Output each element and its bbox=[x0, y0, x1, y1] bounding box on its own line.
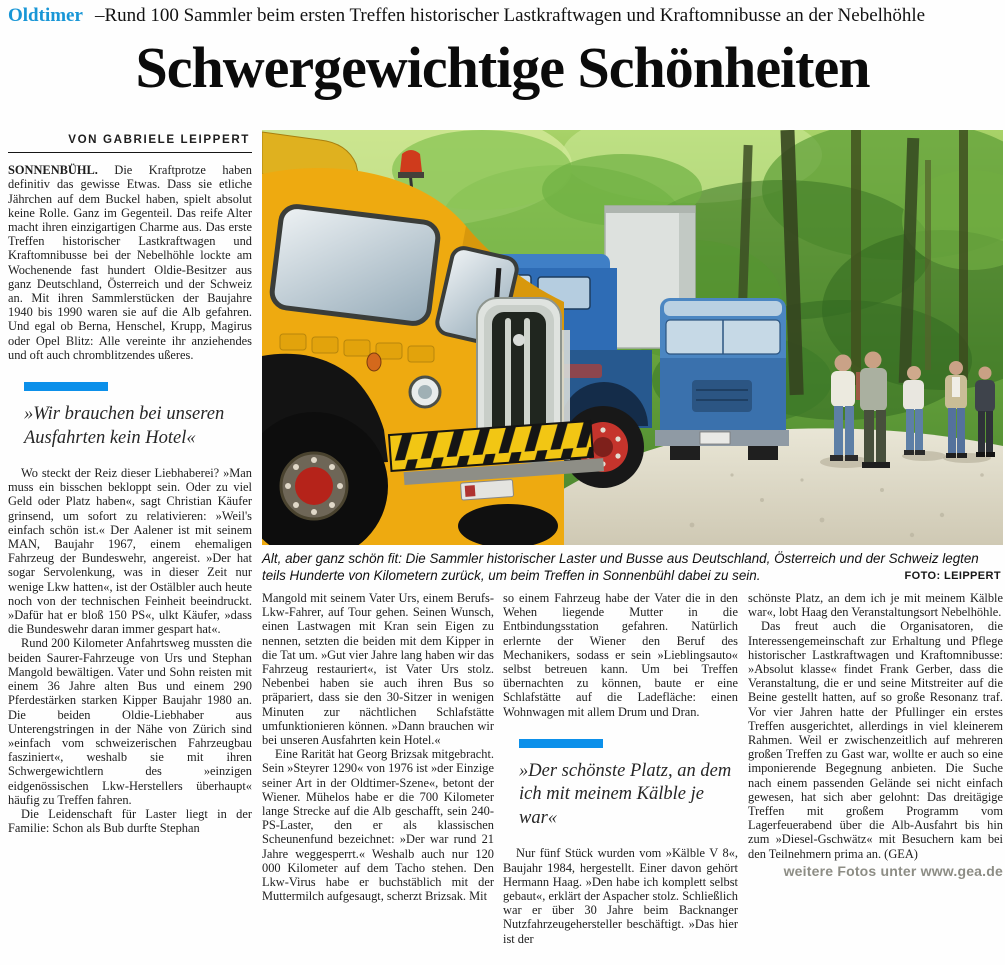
article-paragraph: Eine Rarität hat Georg Brizsak mitgebracht. Sein »Steyrer 1290« von 1976 ist »der Einzige seiner Art in der Oldtimer-Szene«, betont der Wiener. Mühelos habe er die 700 Kilometer lange Strecke auf die Alb geschafft, sein 240-PS-Laster, den er als klassischen Scheunenfund bezeichnet: »Der war rund 21 Jahre weggesperrt.« Weshalb auch nur 120 000 Kilometer auf dem Tacho stehen. Den Lkw-Virus habe er buchstäblich mit der Muttermilch aufgesaugt, scherzt Brizsak. Mit bbox=[262, 747, 494, 904]
article-column-4 bbox=[748, 591, 1003, 965]
indicator-lamp bbox=[367, 353, 381, 371]
article-photo bbox=[262, 130, 1003, 545]
article-paragraph: Nur fünf Stück wurden vom »Kälble V 8«, Baujahr 1984, hergestellt. Einer davon gehört Hermann Haag. »Den habe ich komplett selbst gebaut«, erklärt der Aspacher stolz. Schließlich war er über 30 Jahre beim Backnanger Nutzfahrzeugehersteller beschäftigt. »Das hier ist der bbox=[503, 846, 738, 946]
page-title: Schwergewichtige Schönheiten bbox=[135, 35, 870, 100]
more-photos-link: weitere Fotos unter www.gea.de bbox=[783, 862, 1003, 879]
article-column-3 bbox=[503, 591, 738, 965]
article-paragraph: so einem Fahrzeug habe der Vater die in den Wehen liegende Mutter in die Entbindungsstation gefahren. Natürlich erlernte der Wiener den Beruf des Mechanikers, sodass er sein »Lieblingsauto« selbst betreuen kann. Um bei Treffen übernachten zu können, baute er eine Schlafstätte auf die Ladefläche: einen Wohnwagen mit allem Drum und Dran. bbox=[503, 591, 738, 719]
pull-quote-bar bbox=[24, 382, 108, 391]
photo-caption bbox=[262, 551, 1003, 584]
pull-quote bbox=[519, 739, 738, 831]
kicker-text: –Rund 100 Sammler beim ersten Treffen historischer Lastkraftwagen und Kraftomnibusse an der Nebelhöhle bbox=[94, 5, 926, 26]
kicker-label: Oldtimer bbox=[8, 5, 83, 26]
pull-quote-bar bbox=[519, 739, 603, 748]
cab-over-truck bbox=[655, 298, 789, 460]
truck-meeting-photo bbox=[262, 130, 1003, 545]
windshield bbox=[270, 205, 439, 325]
article-column-1 bbox=[8, 130, 252, 965]
grille-emblem bbox=[513, 334, 525, 346]
person bbox=[945, 361, 967, 458]
photo-caption-text: Alt, aber ganz schön fit: Die Sammler historischer Laster und Busse aus Deutschland, Österreich und der Schweiz legten teils Hunderte von Kilometern zurück, um beim Treffen in Sonnenbühl dabei zu sein. bbox=[262, 551, 979, 583]
article-paragraph: Wo steckt der Reiz dieser Liebhaberei? »Man muss ein bisschen bekloppt sein. Oder zu viel Geld oder Platz haben«, sagt Christian Käufer grinsend, um sofort zu relativieren: »Weil's einfach schön ist.« Der Aalener ist mit seinem MAN, Baujahr 1967, einem ehemaligen Fahrzeug der Bundeswehr, angereist. »Der hat sogar Servolenkung, was in dieser Zeit nur wenige Lkw hatten«, ist der Ostälbler auch heute noch von der technischen Feinheit beeindruckt. »Dafür hat er bloß 150 PS«, ulkt Käufer, »dass die Bundeswehr daran immer gespart hat«. bbox=[8, 466, 252, 637]
article-paragraph: Die Leidenschaft für Laster liegt in der Familie: Schon als Bub durfte Stephan bbox=[8, 806, 252, 836]
dateline: SONNENBÜHL. bbox=[8, 163, 98, 178]
article-paragraph: Das freut auch die Organisatoren, die Interessengemeinschaft zur Erhaltung und Pflege historischer Lastkraftwagen und Kraftomnibusse: »Absolut klasse« findet Frank Gerber, dass die Veranstaltung, die er und seine Mitstreiter auf die Beine gestellt hatten, auf so große Resonanz traf. Vor vier Jahren hatte der Pfullinger ein erstes Treffen ausgerichtet, allerdings in viel kleinerem Rahmen. Weil er zwischenzeitlich auf mehreren großen Treffen zu Gast war, wollte er auch so eine imponierende Begegnung anbieten. Die Suche nach einem passenden Gelände sei nicht einfach gewesen, hat sich aber gelohnt: Das dreitägige Treffen mit großem Programm vom Lagerfeuerabend über die Alb-Ausfahrt bis hin zum »Diesel-Gschwätz« mit Besuchern kam bei den Teilnehmern prima an. (GEA) bbox=[748, 619, 1003, 861]
byline: VON GABRIELE LEIPPERT bbox=[8, 130, 252, 153]
pull-quote-text: »Der schönste Platz, an dem ich mit meinem Kälble je war« bbox=[519, 760, 732, 828]
pull-quote-text: »Wir brauchen bei unseren Ausfahrten kein Hotel« bbox=[24, 404, 225, 448]
paragraph-text: Die Kraftprotze haben definitiv das gewisse Etwas. Dass sie etliche Jährchen auf dem Buckel haben, spielt absolut keine Rolle. Ganz im Gegenteil. Das reife Alter macht ihren einzigartigen Charme aus. Das erste Treffen historischer Lastkraftwagen und Kraftomnibusse bei der Nebelhöhle lockte am Wochenende fast hundert Oldie-Besitzer aus ganz Deutschland, Österreich und der Schweiz an. Mit ihren Sammlerstücken der Baujahre 1940 bis 1990 waren sie auf die Alb gefahren. Und egal ob Berna, Henschel, Krupp, Magirus oder Opel Blitz: Alle vereinte ihr anziehendes und oft auch chromblitzendes ußeres. bbox=[8, 163, 252, 362]
article-paragraph: schönste Platz, an dem ich je mit meinem Kälble war«, lobt Haag den Veranstaltungsort Nebelhöhle. bbox=[748, 591, 1003, 620]
kicker bbox=[8, 5, 925, 27]
article-paragraph: Mangold mit seinem Vater Urs, einem Berufs-Lkw-Fahrer, auf Tour gehen. Seinen Wunsch, einen Lastwagen mit Kran sein Eigen zu nennen, setzten die beiden mit dem Kipper in die Tat um. »Gut vier Jahre lang haben wir das Fahrzeug restauriert«, ist Vater Urs stolz. Nebenbei haben sie auch ihren Bus so präpariert, dass sie den 30-Sitzer in wenigen Minuten zur nächtlichen Schlafstätte umfunktionieren können. »Dann brauchen wir bei unseren Ausfahrten kein Hotel.« bbox=[262, 591, 494, 748]
article-paragraph: Rund 200 Kilometer Anfahrtsweg mussten die beiden Saurer-Fahrzeuge von Urs und Stephan Mangold bewältigen. Vater und Sohn reisten mit einem 36 Jahre alten Bus und einem 290 Pferdestärken starken Kipper Baujahr 1980 an. Die beiden Oldie-Liebhaber aus Unterengstringen in der Nähe von Zürich sind »einfach vom schweizerischen Fahrzeugbau fasziniert«, weshalb sie mit ihren Schwergewichtlern des »einzigen eidgenössischen Lkw-Herstellers überhaupt« häufig zu Treffen fahren. bbox=[8, 636, 252, 807]
article-paragraph bbox=[8, 163, 252, 362]
license-plate bbox=[700, 432, 730, 444]
beacon-light bbox=[400, 150, 422, 175]
pull-quote bbox=[24, 382, 252, 450]
red-hub bbox=[295, 467, 333, 505]
cab-over-grille bbox=[692, 380, 752, 412]
photo-credit: FOTO: LEIPPERT bbox=[904, 570, 1001, 582]
article-column-2 bbox=[262, 591, 494, 965]
